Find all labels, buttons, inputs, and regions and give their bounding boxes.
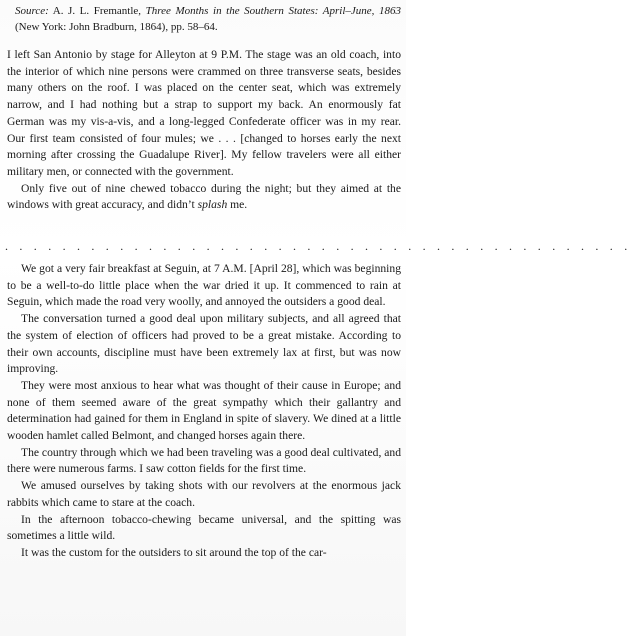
source-title: Three Months in the Southern States: April–June, 1863 [145, 5, 401, 17]
paragraph-text: I left San Antonio by stage for Alleyton at 9 P.M. The stage was an old coach, into the interior of which nine persons were crammed on three transverse seats, besides many others on the roof. I was placed on the center seat, which was extremely narrow, and I had nothing but a strap to support my back. An enormously fat German was my vis-a-vis, and a long-legged Confederate officer was in my rear. Our first team consisted of four mules; we . . . [changed to horses early the next morning after crossing the Guadalupe River]. My fellow travelers were all either military men, or connected with the government. [7, 48, 401, 178]
paragraph-text: me. [227, 198, 248, 212]
paragraph: The country through which we had been traveling was a good deal cultivated, and there were numerous farms. I saw cotton fields for the first time. [7, 445, 401, 476]
paragraph-text: Only five out of nine chewed tobacco during the night; but they aimed at the windows with great accuracy, and didn’t [7, 181, 401, 212]
source-publication: (New York: John Bradburn, 1864), pp. 58–64. [15, 21, 218, 34]
excerpt-part-1 [7, 47, 401, 214]
paragraph: The conversation turned a good deal upon military subjects, and all agreed that the system of election of officers had proved to be a great mistake. According to their own accounts, discipline must have been extremely lax at first, but was now improving. [7, 312, 401, 376]
excerpt-part-2 [7, 261, 401, 562]
paragraph [7, 47, 401, 181]
paragraph [7, 181, 401, 214]
paragraph: We got a very fair breakfast at Seguin, at 7 A.M. [April 28], which was beginning to be a well-to-do little place when the war dried it up. It commenced to rain at Seguin, which made the road very woolly, and annoyed the outsiders a good deal. [7, 262, 401, 309]
paragraph: They were most anxious to hear what was thought of their cause in Europe; and none of them seemed aware of the great sympathy which their gallantry and determination had gained for them in England in spite of slavery. We dined at a little wooden hamlet called Belmont, and changed horses again there. [7, 378, 401, 443]
source-citation [15, 3, 401, 36]
paragraph: It was the custom for the outsiders to sit around the top of the car- [21, 545, 327, 559]
paragraph: In the afternoon tobacco-chewing became universal, and the spitting was sometimes a little wild. [7, 512, 401, 543]
emphasis-text: splash [197, 198, 228, 212]
paragraph: We amused ourselves by taking shots with our revolvers at the enormous jack rabbits which came to stare at the coach. [7, 479, 401, 509]
source-author: A. J. L. Fremantle, [48, 5, 146, 17]
source-label: Source: [15, 5, 49, 17]
section-ellipsis: . . . . . . . . . . . . . . . . . . . . . . . . . . . . . . . . . . . . . . . . . . . . [5, 239, 631, 253]
